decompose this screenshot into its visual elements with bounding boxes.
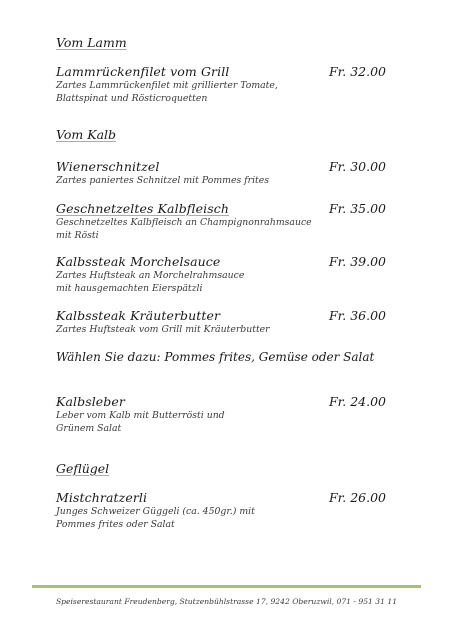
item-price: Fr. 26.00 [328,490,386,505]
menu-item-mistchratzerli [56,490,386,531]
item-price: Fr. 24.00 [328,394,386,409]
item-description-line: Grünem Salat [56,422,122,434]
item-name: Wienerschnitzel [56,159,160,174]
item-description-line: Leber vom Kalb mit Butterrösti und [56,410,225,421]
menu-item-lammrueckenfilet [56,64,386,105]
item-description-line: Zartes Lammrückenfilet mit grillierter Tomate, [56,80,278,91]
item-description-line: Blattspinat und Rösticroquetten [56,92,208,104]
item-price: Fr. 30.00 [328,159,386,174]
item-description [56,80,386,105]
item-description [56,270,386,295]
side-dish-note: Wählen Sie dazu: Pommes frites, Gemüse oder Salat [56,350,375,364]
item-description [56,506,386,531]
menu-item-kalbssteak-kraeuterbutter [56,308,386,337]
item-description [56,217,386,242]
item-price: Fr. 32.00 [328,64,386,79]
item-name: Mistchratzerli [56,490,148,505]
menu-item-geschnetzeltes [56,201,386,242]
menu-item-wienerschnitzel [56,159,386,188]
item-description-line: mit hausgemachten Eierspätzli [56,282,203,294]
item-description [56,324,386,337]
item-name: Lammrückenfilet vom Grill [56,64,230,79]
item-description [56,410,386,435]
item-name: Geschnetzeltes Kalbfleisch [56,201,229,216]
item-description-line: Zartes Huftsteak an Morchelrahmsauce [56,270,245,281]
section-title-kalb: Vom Kalb [56,127,117,142]
item-name: Kalbssteak Kräuterbutter [56,308,221,323]
item-description-line: Pommes frites oder Salat [56,518,175,530]
menu-item-kalbsleber [56,394,386,435]
footer-address: Speiserestaurant Freudenberg, Stutzenbühlstrasse 17, 9242 Oberuzwil, 071 - 951 31 11 [55,597,398,606]
item-name: Kalbsleber [56,394,125,409]
section-title-gefluegel: Geflügel [56,461,110,476]
item-price: Fr. 35.00 [328,201,386,216]
item-description [56,175,386,188]
item-description-line: Junges Schweizer Güggeli (ca. 450gr.) mit [56,506,255,517]
item-description-line: Geschnetzeltes Kalbfleisch an Champignonrahmsauce [56,217,312,228]
item-name: Kalbssteak Morchelsauce [56,254,221,269]
item-description-line: Zartes paniertes Schnitzel mit Pommes frites [56,175,270,186]
item-price: Fr. 36.00 [328,308,386,323]
section-title-lamm: Vom Lamm [56,35,127,50]
item-price: Fr. 39.00 [328,254,386,269]
footer-divider [32,585,421,588]
menu-item-kalbssteak-morchelsauce [56,254,386,295]
item-description-line: mit Rösti [56,229,99,241]
item-description-line: Zartes Huftsteak vom Grill mit Kräuterbutter [56,324,270,335]
